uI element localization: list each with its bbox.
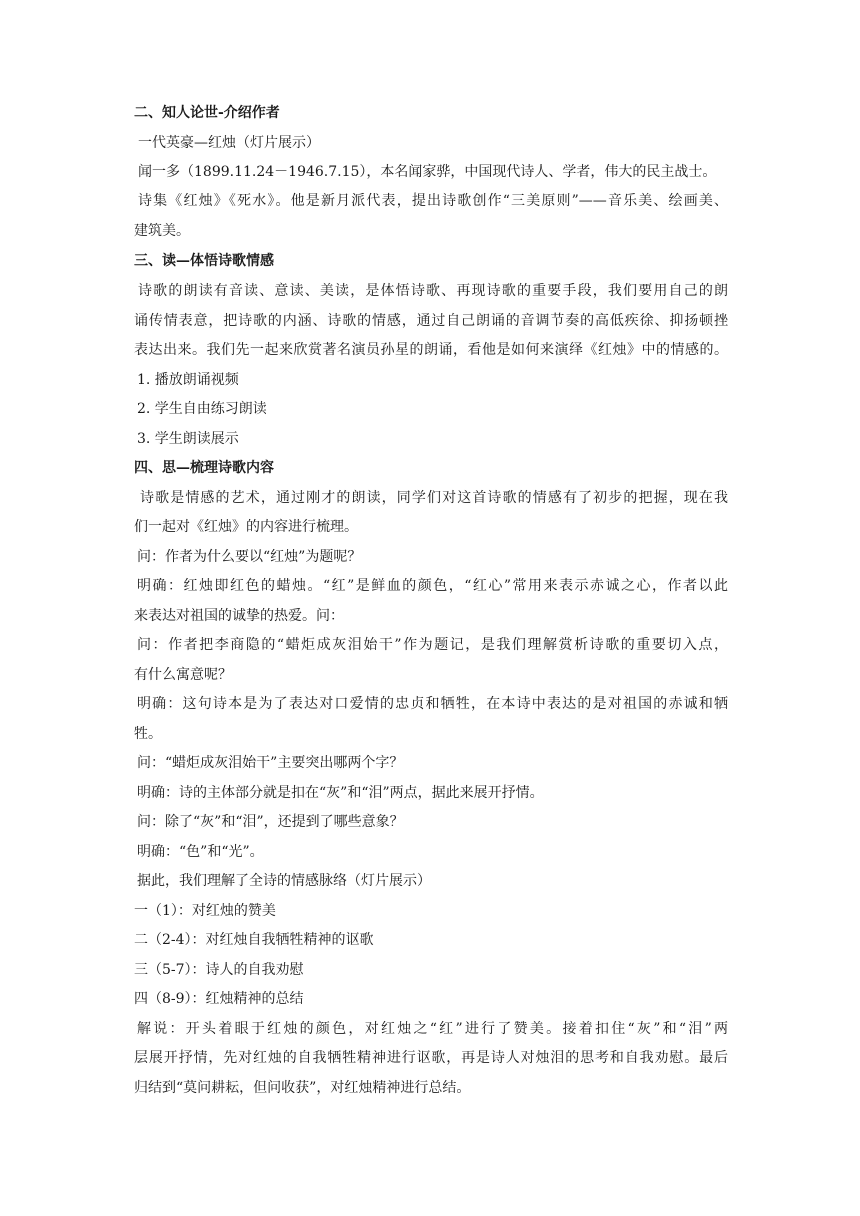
list-item: 3. 学生朗读展示 (137, 431, 239, 447)
outline-item: 一（1）：对红烛的赞美 (134, 903, 276, 919)
paragraph-line: 明确：诗的主体部分就是扣在“灰”和“泪”两点，据此来展开抒情。 (137, 785, 544, 801)
paragraph-line: 明确：“色”和“光”。 (137, 844, 264, 860)
paragraph-line: 闻一多（1899.11.24－1946.7.15），本名闻家骅，中国现代诗人、学者，伟大的民主战士。 (138, 164, 717, 180)
paragraph-line: 有什么寓意呢？ (134, 667, 232, 683)
paragraph-line: 诗歌的朗读有音读、意读、美读，是体悟诗歌、再现诗歌的重要手段，我们要用自己的朗 (138, 283, 728, 299)
paragraph-line: 明确：这句诗本是为了表达对口爱情的忠贞和牺牲，在本诗中表达的是对祖国的赤诚和牺 (137, 696, 728, 712)
section-heading-3: 三、读—体悟诗歌情感 (134, 253, 274, 269)
list-item: 1. 播放朗诵视频 (137, 372, 239, 388)
paragraph-line: 来表达对祖国的诚挚的热爱。问： (134, 608, 344, 624)
paragraph-line: 问：作者为什么要以“红烛”为题呢？ (137, 549, 362, 565)
list-item: 2. 学生自由练习朗读 (137, 401, 267, 417)
paragraph-line: 诵传情表意，把诗歌的内涵、诗歌的情感，通过自己朗诵的音调节奏的高低疾徐、抑扬顿挫 (134, 313, 728, 329)
paragraph-line: 一代英豪—红烛（灯片展示） (138, 135, 320, 151)
paragraph-line: 建筑美。 (134, 223, 190, 239)
outline-item: 三（5-7）：诗人的自我劝慰 (134, 962, 304, 978)
paragraph-line: 归结到“莫问耕耘，但问收获”，对红烛精神进行总结。 (134, 1080, 471, 1096)
paragraph-line: 诗歌是情感的艺术，通过刚才的朗读，同学们对这首诗歌的情感有了初步的把握，现在我 (140, 490, 728, 506)
paragraph-line: 们一起对《红烛》的内容进行梳理。 (134, 519, 358, 535)
section-heading-4: 四、思—梳理诗歌内容 (134, 460, 274, 476)
section-heading-2: 二、知人论世-介绍作者 (134, 105, 280, 121)
outline-item: 二（2-4）：对红烛自我牺牲精神的讴歌 (134, 932, 374, 948)
paragraph-line: 问：除了“灰”和“泪”，还提到了哪些意象？ (137, 814, 404, 830)
outline-item: 四（8-9）：红烛精神的总结 (134, 991, 304, 1007)
paragraph-line: 牲。 (134, 726, 162, 742)
paragraph-line: 问：作者把李商隐的“蜡炬成灰泪始干”作为题记，是我们理解赏析诗歌的重要切入点， (137, 637, 728, 653)
paragraph-line: 表达出来。我们先一起来欣赏著名演员孙星的朗诵，看他是如何来演绎《红烛》中的情感的。 (134, 342, 728, 358)
paragraph-line: 层展开抒情，先对红烛的自我牺牲精神进行讴歌，再是诗人对烛泪的思考和自我劝慰。最后 (134, 1050, 728, 1066)
paragraph-line: 诗集《红烛》《死水》。他是新月派代表，提出诗歌创作“三美原则”——音乐美、绘画美、 (138, 193, 728, 209)
paragraph-line: 据此，我们理解了全诗的情感脉络（灯片展示） (137, 873, 431, 889)
paragraph-line: 问：“蜡炬成灰泪始干”主要突出哪两个字？ (137, 755, 404, 771)
paragraph-line: 解说：开头着眼于红烛的颜色，对红烛之“红”进行了赞美。接着扣住“灰”和“泪”两 (137, 1021, 728, 1037)
paragraph-line: 明确：红烛即红色的蜡烛。“红”是鲜血的颜色，“红心”常用来表示赤诚之心，作者以此 (137, 578, 728, 594)
